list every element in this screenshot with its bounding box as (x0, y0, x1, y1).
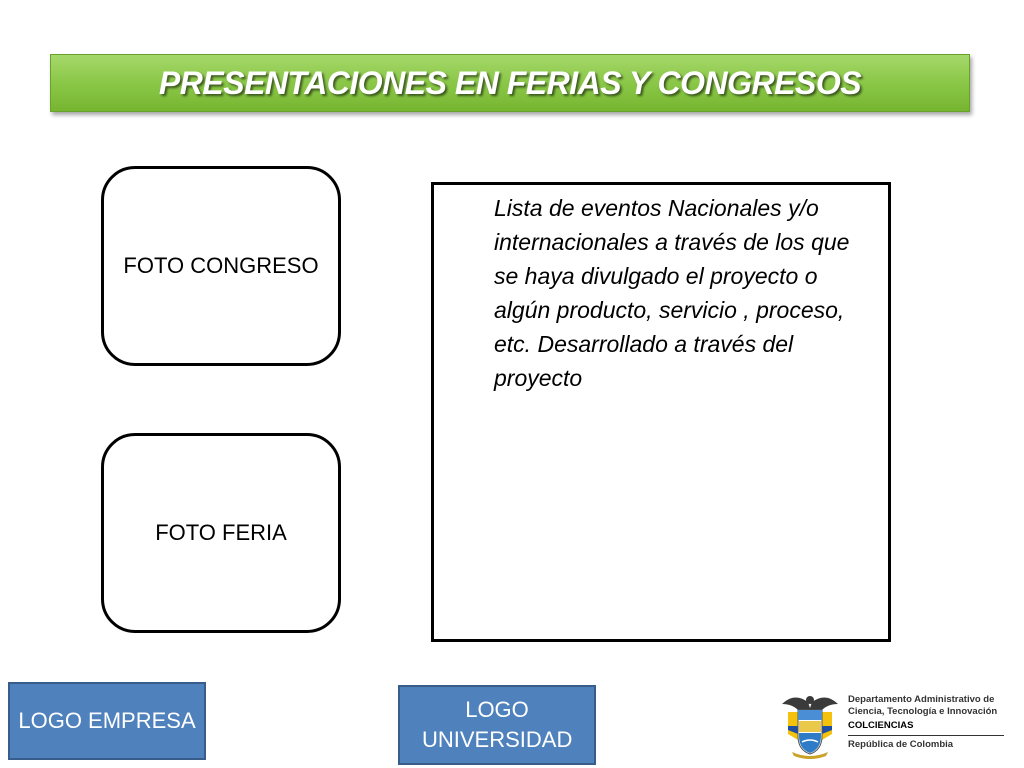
photo-feria-placeholder (101, 433, 341, 633)
photo-congreso-label: FOTO CONGRESO (123, 253, 319, 278)
org-divider (848, 735, 1004, 736)
title-banner (50, 54, 970, 112)
photo-feria-label: FOTO FERIA (155, 520, 287, 545)
org-line-1: Departamento Administrativo de (848, 694, 995, 705)
colombia-coat-of-arms-icon (778, 690, 842, 760)
logo-empresa-placeholder (8, 682, 206, 760)
colciencias-logo (778, 690, 1008, 766)
colciencias-text (848, 694, 1004, 751)
slide-title: PRESENTACIONES EN FERIAS Y CONGRESOS (158, 64, 862, 101)
logo-universidad-label: LOGO UNIVERSIDAD (422, 697, 573, 752)
logo-universidad-placeholder (398, 685, 596, 765)
org-country: República de Colombia (848, 739, 954, 750)
photo-congreso-placeholder (101, 166, 341, 366)
events-list-box (431, 182, 891, 642)
events-list-text: Lista de eventos Nacionales y/o internacionales a través de los que se haya divulgado el proyecto o algún producto, servicio , proceso, etc. Desarrollado a través del proyecto (494, 195, 850, 391)
logo-empresa-label: LOGO EMPRESA (18, 708, 196, 733)
org-line-2: Ciencia, Tecnología e Innovación (848, 706, 998, 717)
org-brand: COLCIENCIAS (848, 720, 914, 731)
